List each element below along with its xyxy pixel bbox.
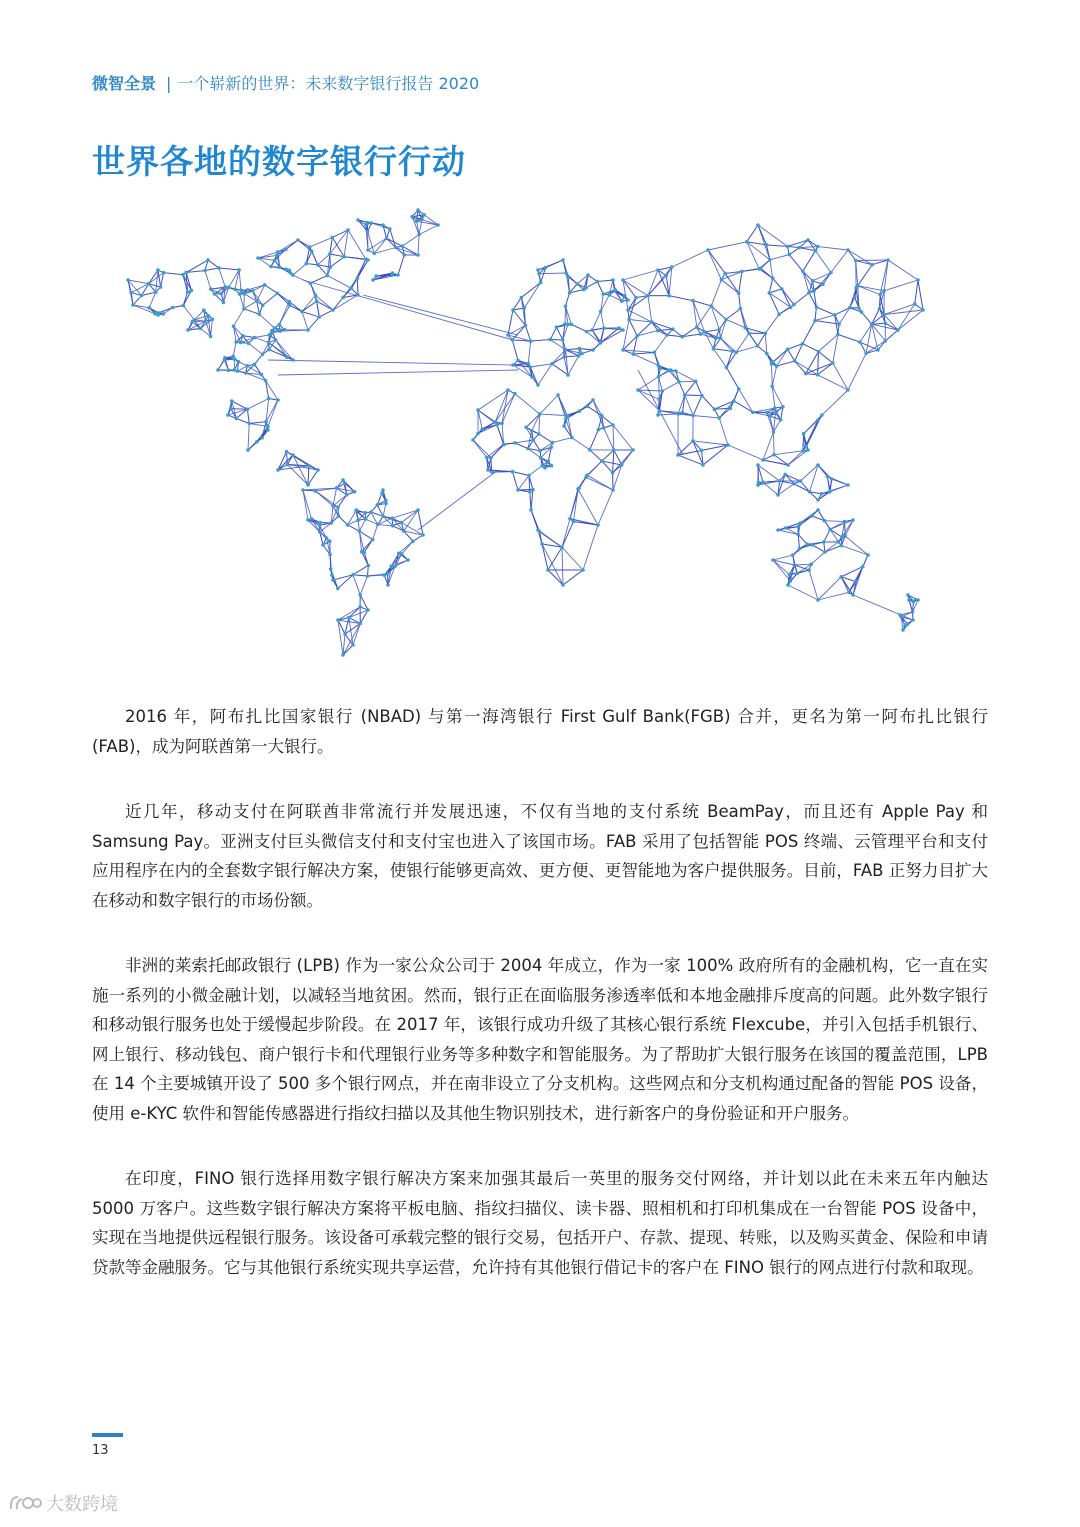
paragraph-fab: 2016 年，阿布扎比国家银行 (NBAD) 与第一海湾银行 First Gulf Bank(FGB) 合并，更名为第一阿布扎比银行 (FAB)，成为阿联酋第一大银行。	[92, 707, 988, 756]
header-subtitle: 一个崭新的世界：未来数字银行报告 2020	[177, 74, 480, 93]
running-header	[92, 72, 479, 96]
header-separator: |	[166, 74, 172, 93]
watermark-logo-icon	[8, 1493, 42, 1513]
page-number: 13	[92, 1443, 109, 1458]
page-number-bar	[92, 1433, 123, 1437]
paragraph-fino: 在印度，FINO 银行选择用数字银行解决方案来加强其最后一英里的服务交付网络，并计划以此在未来五年内触达 5000 万客户。这些数字银行解决方案将平板电脑、指纹扫描仪、读卡器、照相机和打印机集成在一台智能 POS 设备中，实现在当地提供远程银行服务。该设备可承载完整的银行交易，包括开户、存款、提现、转账，以及购买黄金、保险和申请贷款等金融服务。它与其他银行系统实现共享运营，允许持有其他银行借记卡的客户在 FINO 银行的网点进行付款和取现。	[92, 1169, 988, 1277]
world-network-map-icon	[118, 200, 948, 670]
header-brand: 微智全景	[92, 74, 157, 93]
body-text	[92, 702, 988, 1318]
watermark-text: 大数跨境	[46, 1494, 118, 1515]
paragraph-lpb: 非洲的莱索托邮政银行 (LPB) 作为一家公众公司于 2004 年成立，作为一家 100% 政府所有的金融机构，它一直在实施一系列的小微金融计划，以减轻当地贫困。然而，银行正在面临服务渗透率低和本地金融排斥度高的问题。此外数字银行和移动银行服务也处于缓慢起步阶段。在 2017 年，该银行成功升级了其核心银行系统 Flexcube，并引入包括手机银行、网上银行、移动钱包、商户银行卡和代理银行业务等多种数字和智能服务。为了帮助扩大银行服务在该国的覆盖范围，LPB 在 14 个主要城镇开设了 500 多个银行网点，并在南非设立了分支机构。这些网点和分支机构通过配备的智能 POS 设备，使用 e-KYC 软件和智能传感器进行指纹扫描以及其他生物识别技术，进行新客户的身份验证和开户服务。	[92, 956, 988, 1123]
watermark	[8, 1493, 118, 1517]
page-title: 世界各地的数字银行行动	[92, 142, 466, 181]
paragraph-uae-payments: 近几年，移动支付在阿联酋非常流行并发展迅速，不仅有当地的支付系统 BeamPay，而且还有 Apple Pay 和 Samsung Pay。亚洲支付巨头微信支付和支付宝也进入了该国市场。FAB 采用了包括智能 POS 终端、云管理平台和支付应用程序在内的全套数字银行解决方案，使银行能够更高效、更方便、更智能地为客户提供服务。目前，FAB 正努力目扩大在移动和数字银行的市场份额。	[92, 802, 988, 910]
